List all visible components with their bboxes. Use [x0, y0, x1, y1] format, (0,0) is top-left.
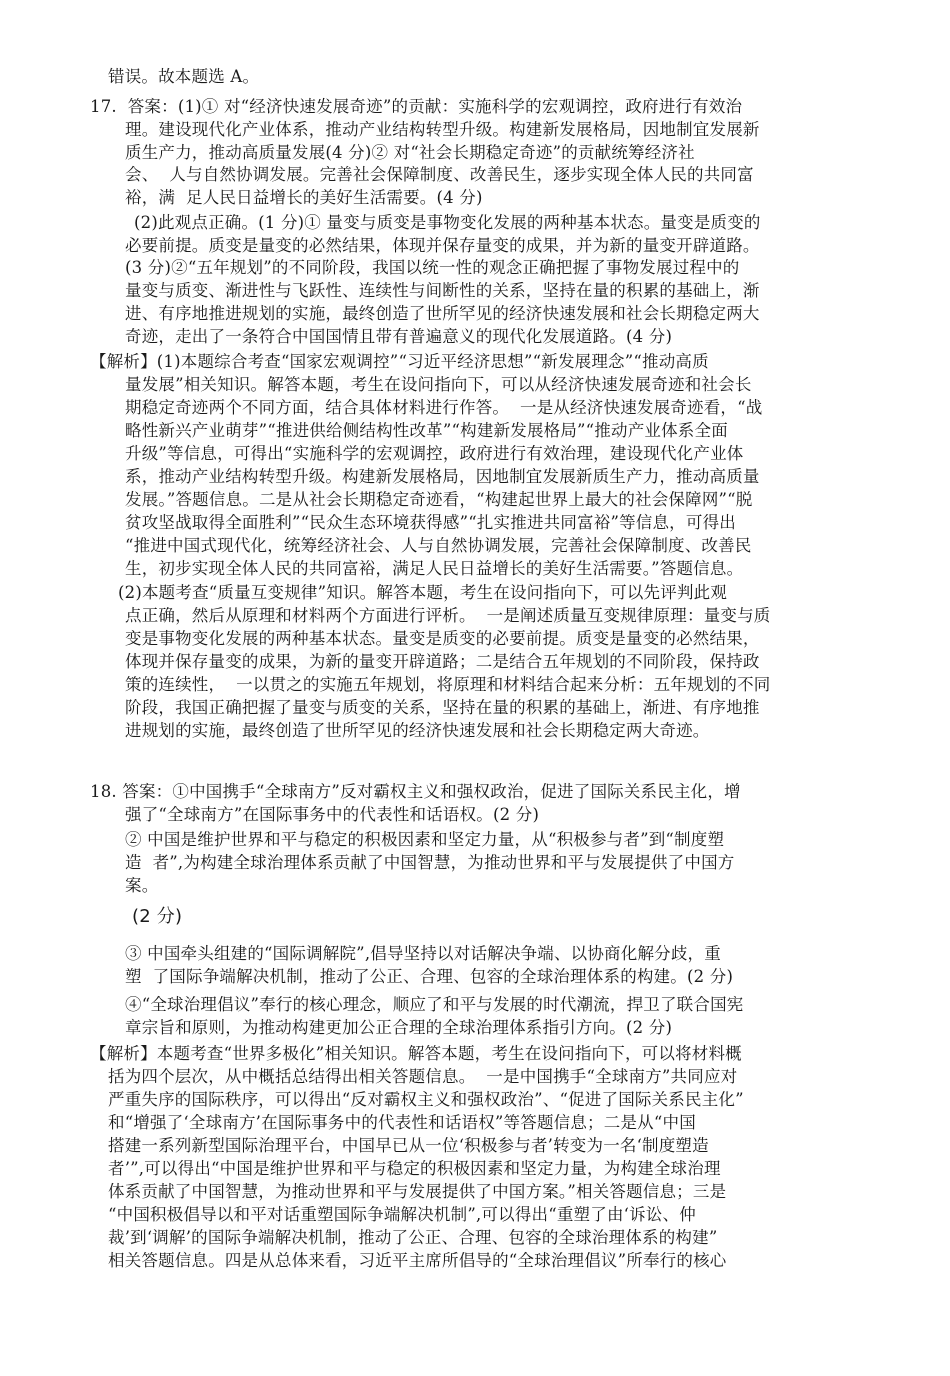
analysis-17-heading: 【解析】(1)本题综合考查“国家宏观调控”“习近平经济思想”“新发展理念”“推动高质 [90, 352, 709, 371]
text-line: 体现并保存量变的成果，为新的量变开辟道路；二是结合五年规划的不同阶段，保持政 [125, 652, 760, 671]
score-note: (2 分) [132, 906, 183, 927]
text-line: 进、有序地推进规划的实施，最终创造了世所罕见的经济快速发展和社会长期稳定两大 [125, 304, 760, 323]
text-line: 必要前提。质变是量变的必然结果，体现并保存量变的成果，并为新的量变开辟道路。 [125, 236, 760, 255]
text-line: 裁’到‘调解’的国际争端解决机制，推动了公正、合理、包容的全球治理体系的构建” [108, 1228, 718, 1247]
text-line: 阶段，我国正确把握了量变与质变的关系，坚持在量的积累的基础上，渐进、有序地推 [125, 698, 760, 717]
text-line: (2)本题考查“质量互变规律”知识。解答本题，考生在设问指向下，可以先评判此观 [118, 583, 728, 602]
text-line: 系，推动产业结构转型升级。构建新发展格局，因地制宜发展新质生产力，推动高质量 [125, 467, 760, 486]
text-line: “中国积极倡导以和平对话重塑国际争端解决机制”,可以得出“重塑了由‘诉讼、仲 [108, 1205, 696, 1224]
text-line: 造 者”,为构建全球治理体系贡献了中国智慧，为推动世界和平与发展提供了中国方 [125, 853, 735, 872]
text-line: 奇迹，走出了一条符合中国国情且带有普遍意义的现代化发展道路。(4 分) [125, 327, 673, 346]
text-line: 相关答题信息。四是从总体来看，习近平主席所倡导的“全球治理倡议”所奉行的核心 [108, 1251, 727, 1270]
text-line: 进规划的实施，最终创造了世所罕见的经济快速发展和社会长期稳定两大奇迹。 [125, 721, 710, 740]
text-line: 变是事物变化发展的两种基本状态。量变是质变的必要前提。质变是量变的必然结果， [125, 629, 760, 648]
text-line: 量变与质变、渐进性与飞跃性、连续性与间断性的关系，坚持在量的积累的基础上，渐 [125, 281, 760, 300]
text-line: 裕，满 足人民日益增长的美好生活需要。(4 分) [125, 188, 483, 207]
text-line: 升级”等信息，可得出“实施科学的宏观调控，政府进行有效治理，建设现代化产业体 [125, 444, 744, 463]
text-line: 体系贡献了中国智慧，为推动世界和平与发展提供了中国方案。”相关答题信息；三是 [108, 1182, 727, 1201]
text-line: 略性新兴产业萌芽”“推进供给侧结构性改革”“构建新发展格局”“推动产业体系全面 [125, 421, 728, 440]
text-line: 强了“全球南方”在国际事务中的代表性和话语权。(2 分) [125, 805, 540, 824]
text-line: 案。 [125, 876, 159, 895]
text-line: 搭建一系列新型国际治理平台，中国早已从一位‘积极参与者’转变为一名‘制度塑造 [108, 1136, 709, 1155]
text-line: 严重失序的国际秩序，可以得出“反对霸权主义和强权政治”、“促进了国际关系民主化” [108, 1090, 744, 1109]
text-line: 期稳定奇迹两个不同方面，结合具体材料进行作答。 一是从经济快速发展奇迹看，“战 [125, 398, 763, 417]
text-line: 发展。”答题信息。二是从社会长期稳定奇迹看，“构建起世界上最大的社会保障网”“脱 [125, 490, 753, 509]
text-line: 理。建设现代化产业体系，推动产业结构转型升级。构建新发展格局，因地制宜发展新 [125, 120, 760, 139]
text-line: 错误。故本题选 A。 [108, 67, 260, 86]
text-line: 和“增强了‘全球南方’在国际事务中的代表性和话语权”等答题信息；二是从“中国 [108, 1113, 696, 1132]
text-line: 章宗旨和原则，为推动构建更加公正合理的全球治理体系指引方向。(2 分) [125, 1018, 673, 1037]
text-line: (2)此观点正确。(1 分)① 量变与质变是事物变化发展的两种基本状态。量变是质变的 [134, 213, 761, 232]
text-line: 贫攻坚战取得全面胜利”“民众生态环境获得感”“扎实推进共同富裕”等信息，可得出 [125, 513, 736, 532]
text-line: 策的连续性， 一以贯之的实施五年规划，将原理和材料结合起来分析：五年规划的不同 [125, 675, 771, 694]
answer-17-heading: 17. 答案：(1)① 对“经济快速发展奇迹”的贡献：实施科学的宏观调控，政府进行有效治 [90, 97, 743, 116]
text-line: 点正确，然后从原理和材料两个方面进行评析。 一是阐述质量互变规律原理：量变与质 [125, 606, 771, 625]
text-line: 括为四个层次，从中概括总结得出相关答题信息。 一是中国携手“全球南方”共同应对 [108, 1067, 738, 1086]
text-line: 者’”,可以得出“中国是维护世界和平与稳定的积极因素和坚定力量，为构建全球治理 [108, 1159, 721, 1178]
text-line: (3 分)②“五年规划”的不同阶段，我国以统一性的观念正确把握了事物发展过程中的 [125, 258, 740, 277]
text-line: 会、 人与自然协调发展。完善社会保障制度、改善民生，逐步实现全体人民的共同富 [125, 165, 754, 184]
answer-18-heading: 18. 答案：①中国携手“全球南方”反对霸权主义和强权政治，促进了国际关系民主化，增 [90, 782, 741, 801]
analysis-18-heading: 【解析】本题考查“世界多极化”相关知识。解答本题，考生在设问指向下，可以将材料概 [90, 1044, 742, 1063]
text-line: 塑 了国际争端解决机制，推动了公正、合理、包容的全球治理体系的构建。(2 分) [125, 967, 734, 986]
text-line: “推进中国式现代化，统筹经济社会、人与自然协调发展，完善社会保障制度、改善民 [125, 536, 752, 555]
text-line: ③ 中国牵头组建的“国际调解院”,倡导坚持以对话解决争端、以协商化解分歧，重 [125, 944, 721, 963]
text-line: 量发展”相关知识。解答本题，考生在设问指向下，可以从经济快速发展奇迹和社会长 [125, 375, 752, 394]
text-line: ④“全球治理倡议”奉行的核心理念，顺应了和平与发展的时代潮流，捍卫了联合国宪 [125, 995, 744, 1014]
text-line: 生，初步实现全体人民的共同富裕，满足人民日益增长的美好生活需要。”答题信息。 [125, 559, 744, 578]
text-line: ② 中国是维护世界和平与稳定的积极因素和坚定力量，从“积极参与者”到“制度塑 [125, 830, 725, 849]
text-line: 质生产力，推动高质量发展(4 分)② 对“社会长期稳定奇迹”的贡献统筹经济社 [125, 143, 695, 162]
